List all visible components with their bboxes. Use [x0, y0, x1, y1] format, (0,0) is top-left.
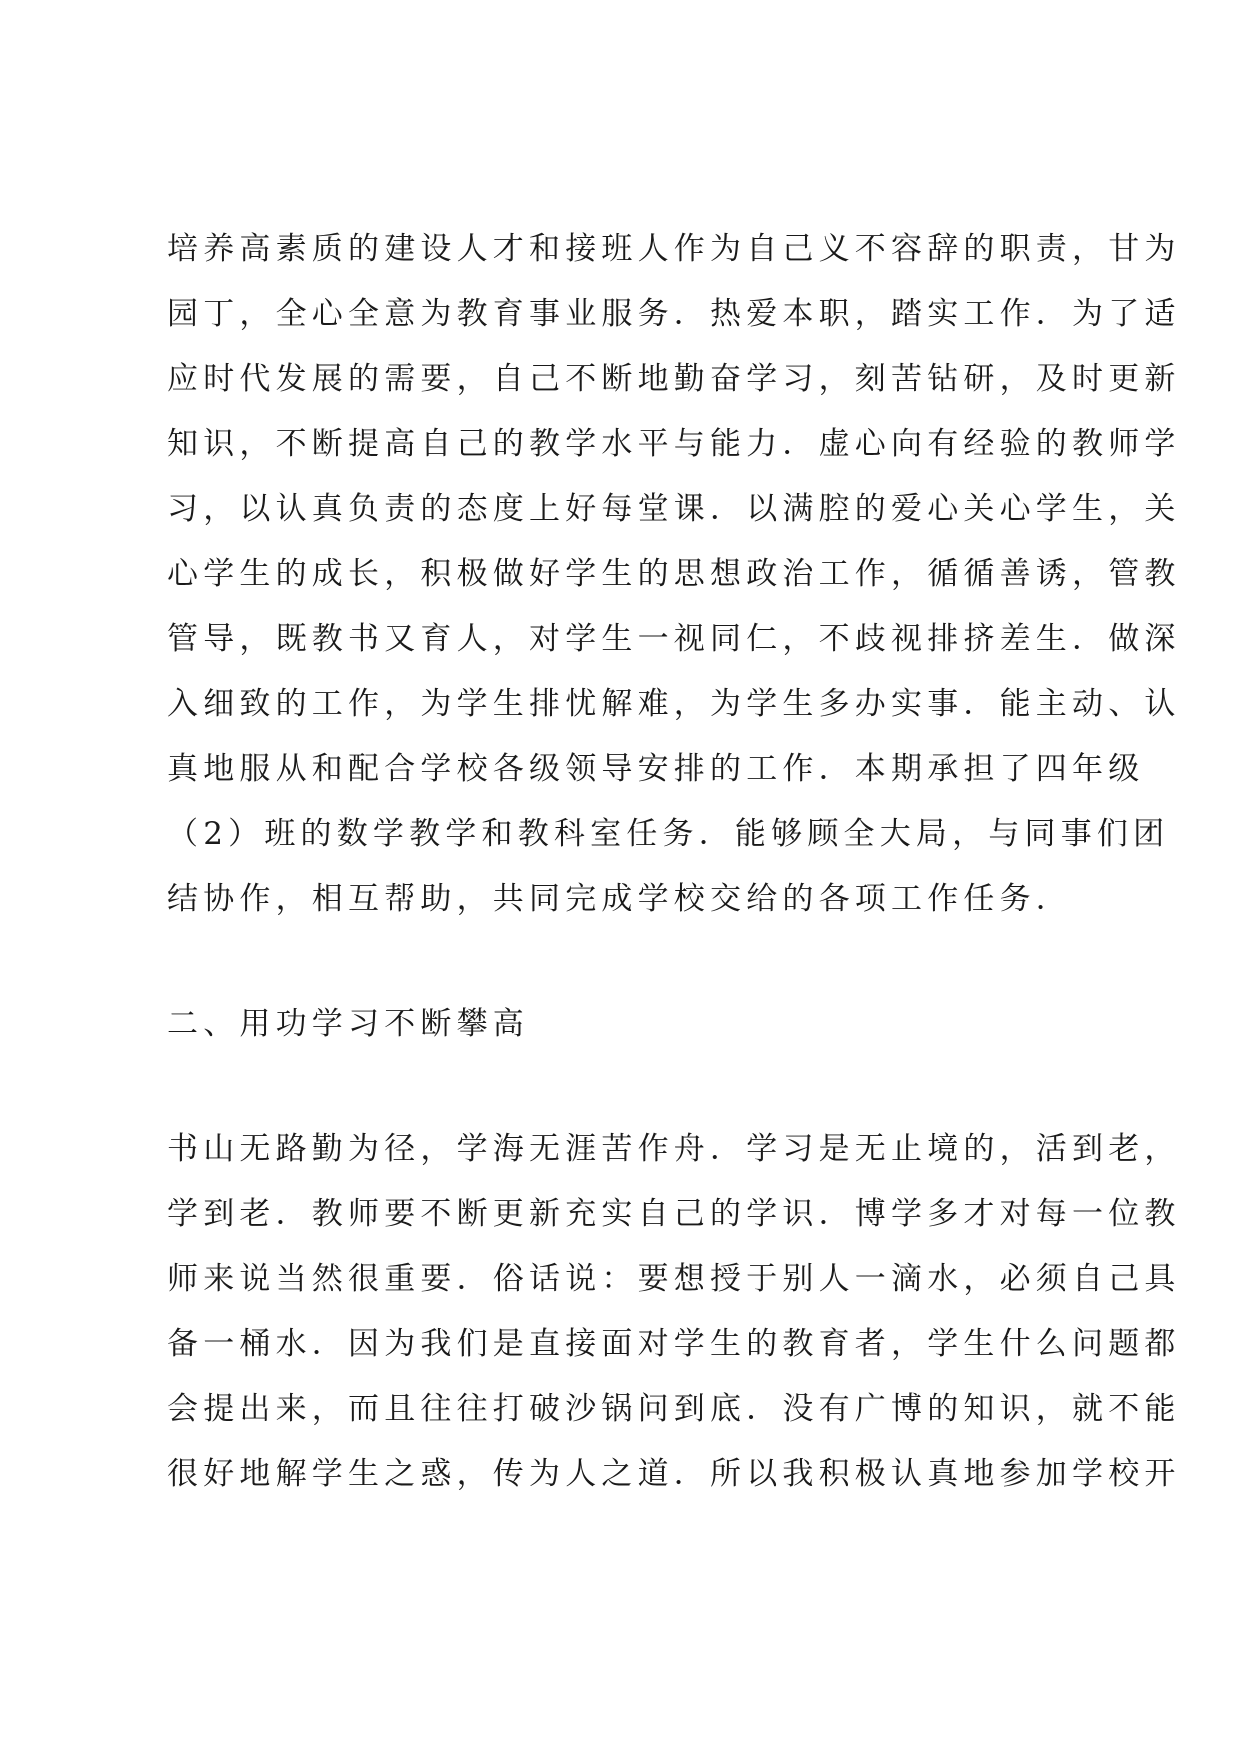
paragraph-line: 知识，不断提高自己的教学水平与能力．虚心向有经验的教师学	[167, 426, 1181, 462]
paragraph-line: （2）班的数学教学和教科室任务．能够顾全大局，与同事们团	[167, 816, 1170, 852]
paragraph-line: 师来说当然很重要．俗话说：要想授于别人一滴水，必须自己具	[167, 1261, 1181, 1297]
paragraph-line: 心学生的成长，积极做好学生的思想政治工作，循循善诱，管教	[167, 556, 1181, 592]
paragraph-line: 入细致的工作，为学生排忧解难，为学生多办实事．能主动、认	[167, 686, 1181, 722]
paragraph-line: 园丁，全心全意为教育事业服务．热爱本职，踏实工作．为了适	[167, 296, 1181, 332]
paragraph-line: 真地服从和配合学校各级领导安排的工作．本期承担了四年级	[167, 751, 1145, 787]
paragraph-line: 管导，既教书又育人，对学生一视同仁，不歧视排挤差生．做深	[167, 621, 1181, 657]
paragraph-line: 结协作，相互帮助，共同完成学校交给的各项工作任务．	[167, 881, 1072, 917]
paragraph-line: 习，以认真负责的态度上好每堂课．以满腔的爱心关心学生，关	[167, 491, 1181, 527]
paragraph-line: 很好地解学生之惑，传为人之道．所以我积极认真地参加学校开	[167, 1456, 1181, 1492]
section-heading: 二、用功学习不断攀高	[167, 1006, 529, 1042]
paragraph-line: 会提出来，而且往往打破沙锅问到底．没有广博的知识，就不能	[167, 1391, 1181, 1427]
paragraph-line: 书山无路勤为径，学海无涯苦作舟．学习是无止境的，活到老，	[167, 1131, 1181, 1167]
paragraph-line: 备一桶水．因为我们是直接面对学生的教育者，学生什么问题都	[167, 1326, 1181, 1362]
paragraph-line: 培养高素质的建设人才和接班人作为自己义不容辞的职责，甘为	[167, 231, 1181, 267]
paragraph-line: 应时代发展的需要，自己不断地勤奋学习，刻苦钻研，及时更新	[167, 361, 1181, 397]
paragraph-line: 学到老．教师要不断更新充实自己的学识．博学多才对每一位教	[167, 1196, 1181, 1232]
